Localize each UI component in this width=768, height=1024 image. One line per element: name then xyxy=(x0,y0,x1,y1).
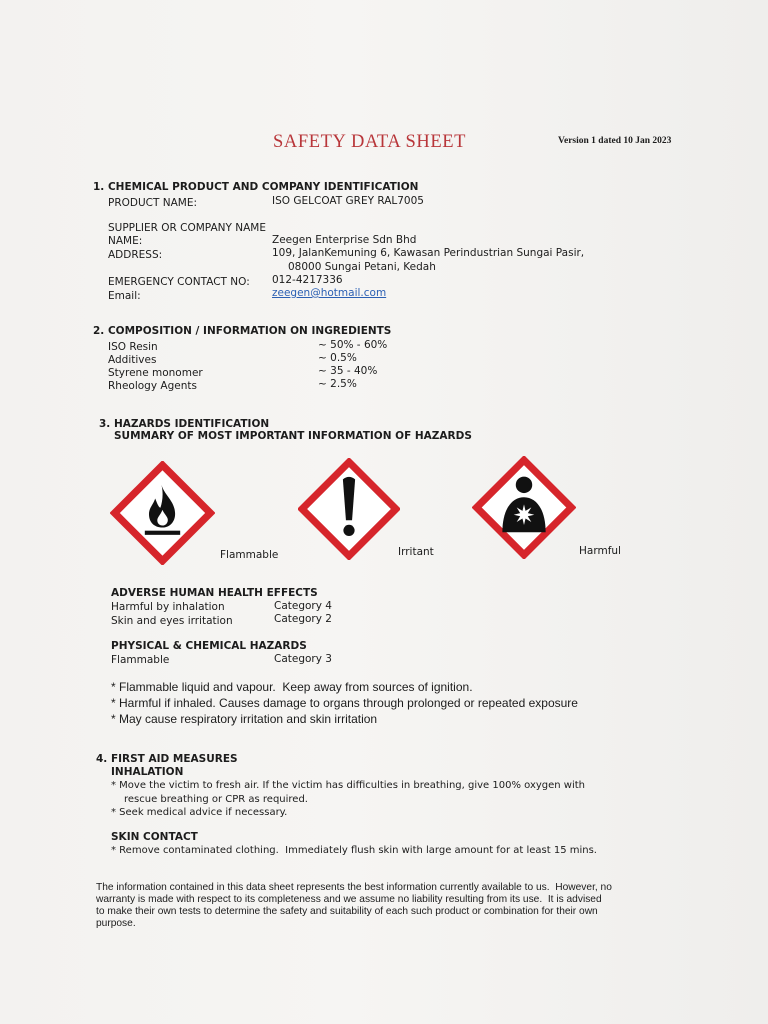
physical-hazard-category: Category 3 xyxy=(274,653,332,665)
email-label: Email: xyxy=(108,290,141,302)
product-name-value: ISO GELCOAT GREY RAL7005 xyxy=(272,195,424,207)
first-aid-line: rescue breathing or CPR as required. xyxy=(124,794,308,805)
adverse-effect-category: Category 4 xyxy=(274,600,332,612)
exclamation-mark-icon xyxy=(298,458,400,560)
physical-hazard: Flammable xyxy=(111,654,170,666)
inhalation-heading: INHALATION xyxy=(111,766,184,778)
first-aid-line: * Remove contaminated clothing. Immediately flush skin with large amount for at least 15 mins. xyxy=(111,845,597,856)
adverse-effects-heading: ADVERSE HUMAN HEALTH EFFECTS xyxy=(111,587,318,599)
adverse-effect-category: Category 2 xyxy=(274,613,332,625)
address-label: ADDRESS: xyxy=(108,249,163,261)
product-name-label: PRODUCT NAME: xyxy=(108,197,198,209)
adverse-effect: Skin and eyes irritation xyxy=(111,615,233,627)
ingredient-amount: ~ 2.5% xyxy=(318,378,357,390)
ingredient-amount: ~ 50% - 60% xyxy=(318,339,388,351)
pictogram-label-irritant: Irritant xyxy=(398,546,434,558)
hazards-summary-heading: SUMMARY OF MOST IMPORTANT INFORMATION OF HAZARDS xyxy=(114,430,472,442)
pictogram-label-flammable: Flammable xyxy=(220,549,279,561)
hazard-statement: * May cause respiratory irritation and skin irritation xyxy=(111,712,378,726)
company-name-label: NAME: xyxy=(108,235,143,247)
ingredient-name: Styrene monomer xyxy=(108,367,203,379)
disclaimer-line: warranty is made with respect to its completeness and we assume no liability resulting from its use. It is advised xyxy=(96,894,602,905)
disclaimer-line: purpose. xyxy=(96,918,136,929)
supplier-heading: SUPPLIER OR COMPANY NAME xyxy=(108,222,266,234)
hazard-statement: * Flammable liquid and vapour. Keep away from sources of ignition. xyxy=(111,680,473,694)
flame-icon xyxy=(110,461,215,565)
address-line-2: 08000 Sungai Petani, Kedah xyxy=(288,261,436,273)
first-aid-line: * Move the victim to fresh air. If the victim has difficulties in breathing, give 100% oxygen with xyxy=(111,780,586,791)
section-heading: 4. FIRST AID MEASURES xyxy=(96,753,238,765)
address-line-1: 109, JalanKemuning 6, Kawasan Perindustrian Sungai Pasir, xyxy=(272,247,585,259)
pictogram-harmful xyxy=(472,456,576,559)
physical-hazards-heading: PHYSICAL & CHEMICAL HAZARDS xyxy=(111,640,307,652)
adverse-effect: Harmful by inhalation xyxy=(111,601,225,613)
email-link[interactable]: zeegen@hotmail.com xyxy=(272,287,387,299)
section-heading: 1. CHEMICAL PRODUCT AND COMPANY IDENTIFICATION xyxy=(93,181,419,193)
pictogram-label-harmful: Harmful xyxy=(579,545,621,557)
emergency-contact-value: 012-4217336 xyxy=(272,274,343,286)
pictogram-irritant xyxy=(298,458,400,560)
version-info: Version 1 dated 10 Jan 2023 xyxy=(558,136,672,146)
ingredient-name: Rheology Agents xyxy=(108,380,197,392)
skin-contact-heading: SKIN CONTACT xyxy=(111,831,198,843)
hazard-statement: * Harmful if inhaled. Causes damage to organs through prolonged or repeated exposure xyxy=(111,696,578,710)
section-heading: 3. HAZARDS IDENTIFICATION xyxy=(99,418,270,430)
ingredient-amount: ~ 35 - 40% xyxy=(318,365,378,377)
document-title: SAFETY DATA SHEET xyxy=(273,132,467,152)
health-hazard-icon xyxy=(472,456,576,559)
ingredient-amount: ~ 0.5% xyxy=(318,352,357,364)
first-aid-line: * Seek medical advice if necessary. xyxy=(111,807,288,818)
ingredient-name: Additives xyxy=(108,354,157,366)
ingredient-name: ISO Resin xyxy=(108,341,158,353)
disclaimer-line: The information contained in this data sheet represents the best information currently available to us. However, no xyxy=(96,882,612,893)
disclaimer-line: to make their own tests to determine the safety and suitability of each such product or combination for their own xyxy=(96,906,598,917)
section-heading: 2. COMPOSITION / INFORMATION ON INGREDIENTS xyxy=(93,325,392,337)
company-name-value: Zeegen Enterprise Sdn Bhd xyxy=(272,234,417,246)
emergency-contact-label: EMERGENCY CONTACT NO: xyxy=(108,276,250,288)
pictogram-flammable xyxy=(110,461,215,565)
